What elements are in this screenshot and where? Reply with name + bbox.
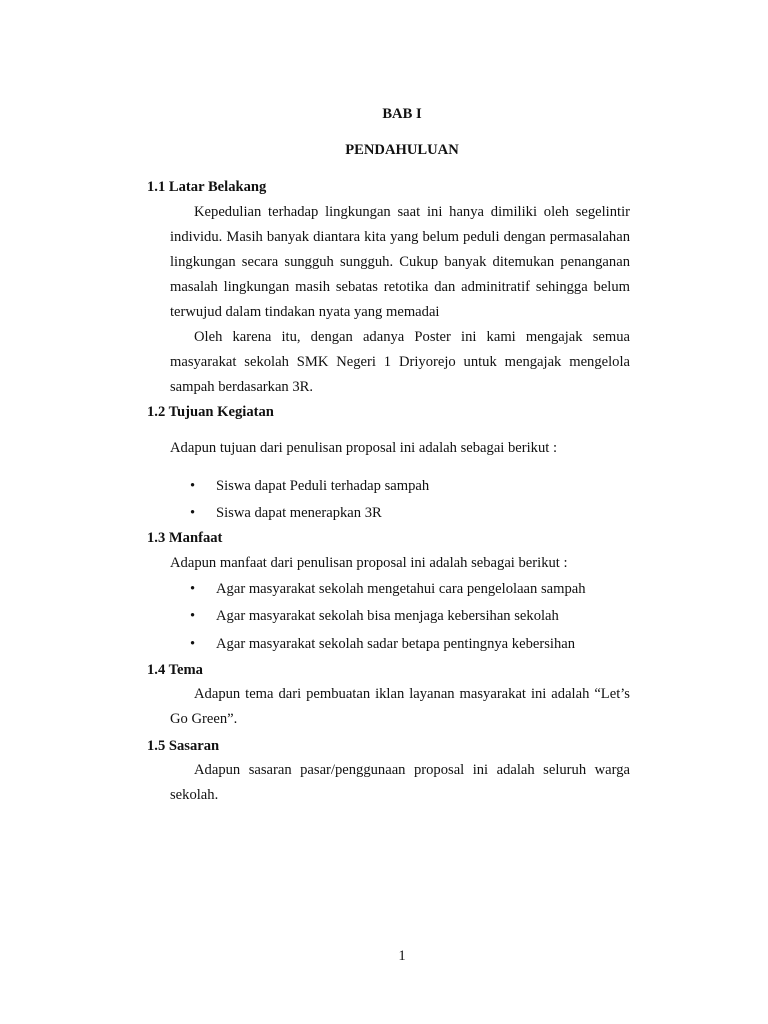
bullet-icon: • bbox=[190, 505, 196, 521]
list-item: • Agar masyarakat sekolah bisa menjaga kebersihan sekolah bbox=[190, 608, 559, 624]
page-number: 1 bbox=[398, 948, 406, 964]
list-item: • Siswa dapat menerapkan 3R bbox=[190, 505, 382, 521]
list-item: • Agar masyarakat sekolah mengetahui cara pengelolaan sampah bbox=[190, 581, 586, 597]
section-heading-1-2: 1.2 Tujuan Kegiatan bbox=[147, 404, 274, 420]
chapter-title: PENDAHULUAN bbox=[345, 142, 459, 158]
list-item: • Siswa dapat Peduli terhadap sampah bbox=[190, 478, 430, 494]
bullet-icon: • bbox=[190, 608, 196, 624]
chapter-label: BAB I bbox=[382, 106, 422, 122]
bullet-icon: • bbox=[190, 581, 196, 597]
list-item: • Agar masyarakat sekolah sadar betapa pentingnya kebersihan bbox=[190, 636, 576, 652]
section-heading-1-3: 1.3 Manfaat bbox=[147, 530, 223, 546]
section-heading-1-5: 1.5 Sasaran bbox=[147, 738, 220, 754]
tujuan-intro: Adapun tujuan dari penulisan proposal ini adalah sebagai berikut : bbox=[170, 440, 558, 456]
section-heading-1-4: 1.4 Tema bbox=[147, 662, 203, 678]
section-heading-1-1: 1.1 Latar Belakang bbox=[147, 179, 267, 195]
bullet-icon: • bbox=[190, 478, 196, 494]
bullet-icon: • bbox=[190, 636, 196, 652]
paragraph-latar-2: Oleh karena itu, dengan adanya Poster ini kami mengajak semua masyarakat sekolah SMK Negeri 1 Driyorejo untuk mengajak mengelola sampah berdasarkan 3R. bbox=[170, 329, 630, 395]
paragraph-latar-1: Kepedulian terhadap lingkungan saat ini hanya dimiliki oleh segelintir individu. Masih banyak diantara kita yang belum peduli dengan permasalahan lingkungan secara sungguh sungguh. Cukup banyak ditemukan penanganan masalah lingkungan masih sebatas retotika dan adminitratif sehingga belum terwujud dalam tindakan nyata yang memadai bbox=[170, 204, 630, 320]
manfaat-intro: Adapun manfaat dari penulisan proposal ini adalah sebagai berikut : bbox=[170, 555, 568, 571]
paragraph-tema: Adapun tema dari pembuatan iklan layanan masyarakat ini adalah “Let’s Go Green”. bbox=[170, 686, 630, 727]
paragraph-sasaran: Adapun sasaran pasar/penggunaan proposal ini adalah seluruh warga sekolah. bbox=[170, 762, 630, 803]
